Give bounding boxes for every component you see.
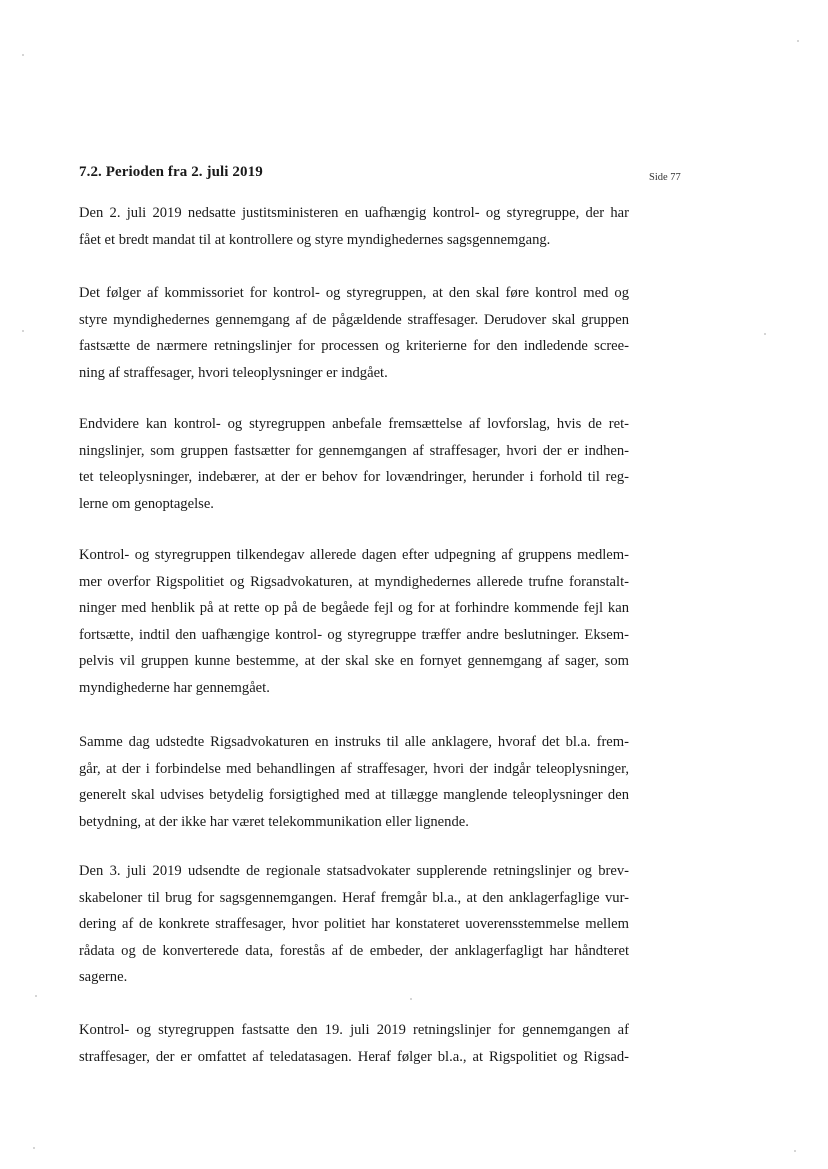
text-line: lerne om genoptagelse. (79, 495, 214, 512)
text-line: fortsætte, indtil den uafhængige kontrol- og styregruppe træffer andre beslutninger. Eksem- (79, 626, 629, 643)
scan-speck (22, 54, 24, 56)
text-line: ninger med henblik på at rette op på de begåede fejl og for at forhindre kommende fejl kan (79, 600, 629, 617)
section-heading: 7.2. Perioden fra 2. juli 2019 (79, 164, 263, 180)
text-line: generelt skal udvises betydelig forsigtighed med at tillægge manglende teleoplysninger den (79, 787, 629, 804)
text-line: Den 3. juli 2019 udsendte de regionale statsadvokater supplerende retningslinjer og brev- (79, 863, 629, 879)
text-line: Kontrol- og styregruppen tilkendegav allerede dagen efter udpegning af gruppens medlem- (79, 547, 629, 563)
text-line: fastsætte de nærmere retningslinjer for processen og kriterierne for den indledende scree- (79, 338, 629, 355)
text-line: dering af de konkrete straffesager, hvor politiet har konstateret uoverensstemmelse mellem (79, 916, 629, 933)
scan-speck (410, 998, 412, 1000)
paragraph-4 (79, 542, 629, 702)
text-line: Kontrol- og styregruppen fastsatte den 19. juli 2019 retningslinjer for gennemgangen af (79, 1022, 629, 1038)
scan-speck (35, 995, 37, 997)
text-line: mer overfor Rigspolitiet og Rigsadvokaturen, at myndighedernes allerede trufne foranstalt- (79, 573, 629, 590)
text-line: Den 2. juli 2019 nedsatte justitsministeren en uafhængig kontrol- og styregruppe, der har (79, 205, 629, 221)
text-line: går, at der i forbindelse med behandlingen af straffesager, hvori der indgår teleoplysninger, (79, 760, 629, 777)
paragraph-6 (79, 858, 629, 991)
text-line: tet teleoplysninger, indebærer, at der er behov for lovændringer, herunder i forhold til reg- (79, 469, 629, 486)
paragraph-2 (79, 280, 629, 386)
text-line: straffesager, der er omfattet af teledatasagen. Heraf følger bl.a., at Rigspolitiet og Rigsad- (79, 1048, 629, 1065)
text-line: ningslinjer, som gruppen fastsætter for gennemgangen af straffesager, hvori der er indhen- (79, 442, 629, 459)
text-line: myndighederne har gennemgået. (79, 679, 270, 696)
scan-speck (33, 1147, 35, 1149)
text-line: ning af straffesager, hvori teleoplysninger er indgået. (79, 364, 388, 381)
text-line: Endvidere kan kontrol- og styregruppen anbefale fremsættelse af lovforslag, hvis de ret- (79, 416, 629, 432)
text-line: styre myndighedernes gennemgang af de pågældende straffesager. Derudover skal gruppen (79, 311, 629, 328)
text-line: Det følger af kommissoriet for kontrol- og styregruppen, at den skal føre kontrol med og (79, 285, 629, 301)
scan-speck (794, 1150, 796, 1152)
text-line: pelvis vil gruppen kunne bestemme, at der skal ske en fornyet gennemgang af sager, som (79, 653, 629, 670)
text-line: Samme dag udstedte Rigsadvokaturen en instruks til alle anklagere, hvoraf det bl.a. frem- (79, 734, 629, 750)
text-line: sagerne. (79, 969, 128, 986)
paragraph-7 (79, 1017, 629, 1070)
text-line: betydning, at der ikke har været telekommunikation eller lignende. (79, 813, 469, 830)
paragraph-1 (79, 200, 629, 253)
scan-speck (797, 40, 799, 42)
scan-speck (22, 330, 24, 332)
paragraph-3 (79, 411, 629, 517)
paragraph-5 (79, 729, 629, 835)
page-number: Side 77 (649, 172, 681, 183)
text-line: rådata og de konverterede data, forestås af de embeder, der anklagerfagligt har håndteret (79, 942, 629, 959)
text-line: skabeloner til brug for sagsgennemgangen. Heraf fremgår bl.a., at den anklagerfaglige vur- (79, 889, 629, 906)
scan-speck (764, 333, 766, 335)
text-line: fået et bredt mandat til at kontrollere og styre myndighedernes sagsgennemgang. (79, 231, 551, 248)
